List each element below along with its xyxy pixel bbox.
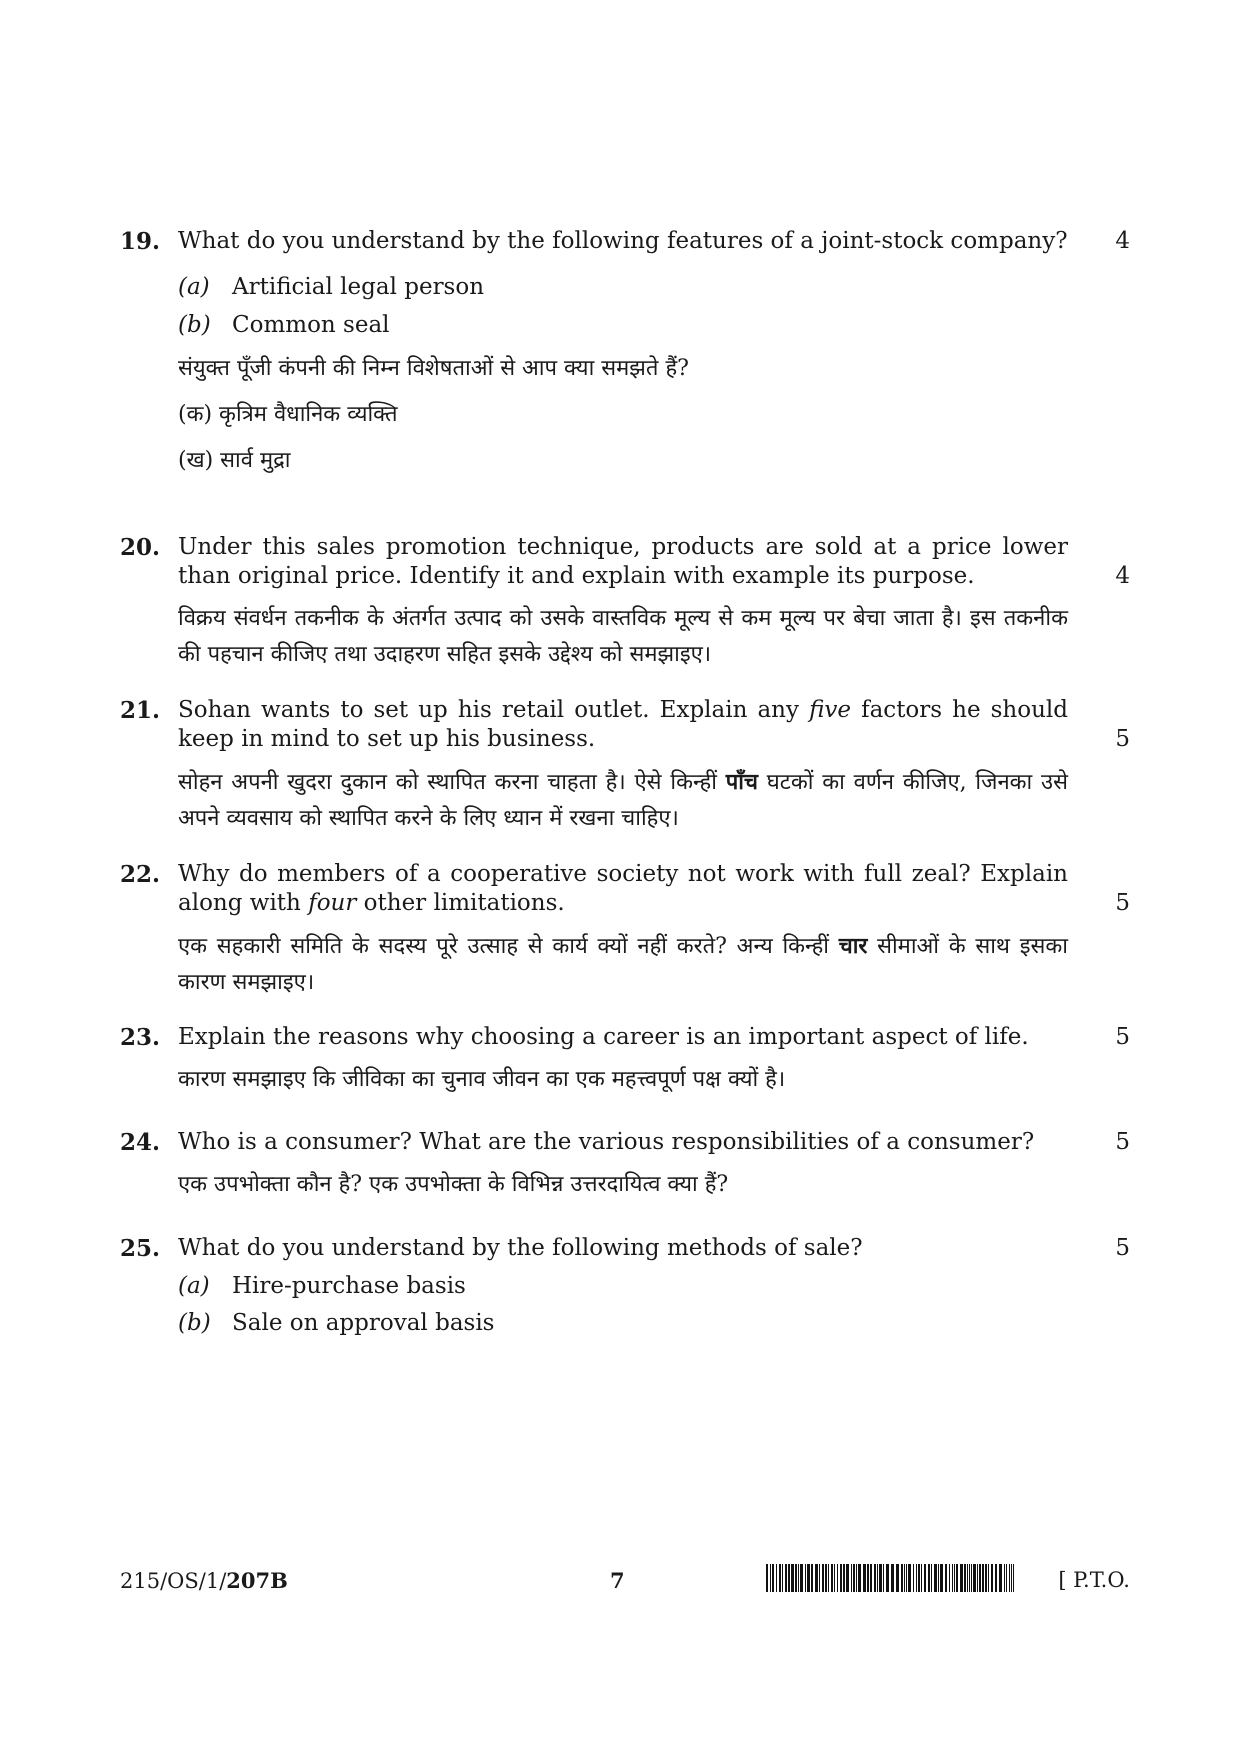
question-23 (120, 1023, 1130, 1098)
hindi-question-text: सोहन अपनी खुदरा दुकान को स्थापित करना चाहता है। ऐसे किन्हीं पाँच घटकों का वर्णन कीजिए, जिनका उसे अपने व्यवसाय को स्थापित करने के लिए ध्यान में रखना चाहिए। (178, 769, 1068, 831)
hindi-question-text: कारण समझाइए कि जीविका का चुनाव जीवन का एक महत्त्वपूर्ण पक्ष क्यों है। (178, 1067, 786, 1092)
question-text: Why do members of a cooperative society not work with full zeal? Explain along with four other limitations. (178, 861, 1068, 916)
marks: 5 (1115, 726, 1130, 752)
page-footer (120, 1564, 1130, 1600)
marks: 5 (1115, 1129, 1130, 1155)
marks: 4 (1115, 563, 1130, 589)
marks: 5 (1115, 890, 1130, 916)
question-number: 23. (120, 1024, 161, 1051)
question-text: Sohan wants to set up his retail outlet. Explain any five factors he should keep in mind to set up his business. (178, 697, 1068, 752)
question-22 (120, 860, 1130, 1001)
sub-option-label: (a) (178, 1273, 210, 1299)
sub-option-text: Sale on approval basis (232, 1310, 495, 1336)
sub-option-a (178, 273, 1130, 302)
sub-option-text: Artificial legal person (232, 274, 485, 300)
hindi-question-text: विक्रय संवर्धन तकनीक के अंतर्गत उत्पाद को उसके वास्तविक मूल्य से कम मूल्य पर बेचा जाता है। इस तकनीक की पहचान कीजिए तथा उदाहरण सहित इसके उद्देश्य को समझाइए। (178, 606, 1068, 667)
sub-option-label: (b) (178, 312, 211, 338)
page-number: 7 (610, 1568, 625, 1593)
question-21 (120, 696, 1130, 837)
sub-option-text: Hire-purchase basis (232, 1273, 466, 1299)
question-number: 19. (120, 228, 161, 255)
hindi-question-text: एक सहकारी समिति के सदस्य पूरे उत्साह से कार्य क्यों नहीं करते? अन्य किन्हीं चार सीमाओं के साथ इसका कारण समझाइए। (178, 933, 1068, 995)
question-number: 21. (120, 697, 161, 724)
question-20 (120, 533, 1130, 673)
question-text: Who is a consumer? What are the various responsibilities of a consumer? (178, 1129, 1035, 1155)
marks: 5 (1115, 1024, 1130, 1050)
hindi-sub-option-kha: (ख) सार्व मुद्रा (178, 448, 291, 473)
question-24 (120, 1128, 1130, 1203)
question-19 (120, 227, 1130, 476)
question-text: Explain the reasons why choosing a career is an important aspect of life. (178, 1024, 1029, 1050)
question-number: 25. (120, 1235, 161, 1262)
sub-option-label: (a) (178, 274, 210, 300)
marks: 5 (1115, 1235, 1130, 1261)
hindi-sub-option-ka: (क) कृत्रिम वैधानिक व्यक्ति (178, 402, 398, 427)
question-text: What do you understand by the following features of a joint-stock company? (178, 228, 1068, 254)
question-text: Under this sales promotion technique, products are sold at a price lower than original price. Identify it and explain with example its purpose. (178, 534, 1068, 589)
marks: 4 (1115, 228, 1130, 254)
question-number: 20. (120, 534, 161, 561)
question-number: 24. (120, 1129, 161, 1156)
pto-label: [ P.T.O. (1058, 1568, 1130, 1592)
question-25 (120, 1234, 1130, 1338)
question-number: 22. (120, 861, 161, 888)
hindi-question-text: एक उपभोक्ता कौन है? एक उपभोक्ता के विभिन्न उत्तरदायित्व क्या हैं? (178, 1172, 729, 1197)
hindi-question-text: संयुक्त पूँजी कंपनी की निम्न विशेषताओं से आप क्या समझते हैं? (178, 356, 689, 381)
sub-option-b (178, 1309, 1130, 1338)
question-text: What do you understand by the following methods of sale? (178, 1235, 863, 1261)
sub-option-a (178, 1272, 1130, 1301)
barcode-image (766, 1564, 1016, 1592)
sub-option-text: Common seal (232, 312, 390, 338)
paper-code: 215/OS/1/207B (120, 1568, 288, 1593)
sub-option-b (178, 311, 1130, 340)
sub-option-label: (b) (178, 1310, 211, 1336)
